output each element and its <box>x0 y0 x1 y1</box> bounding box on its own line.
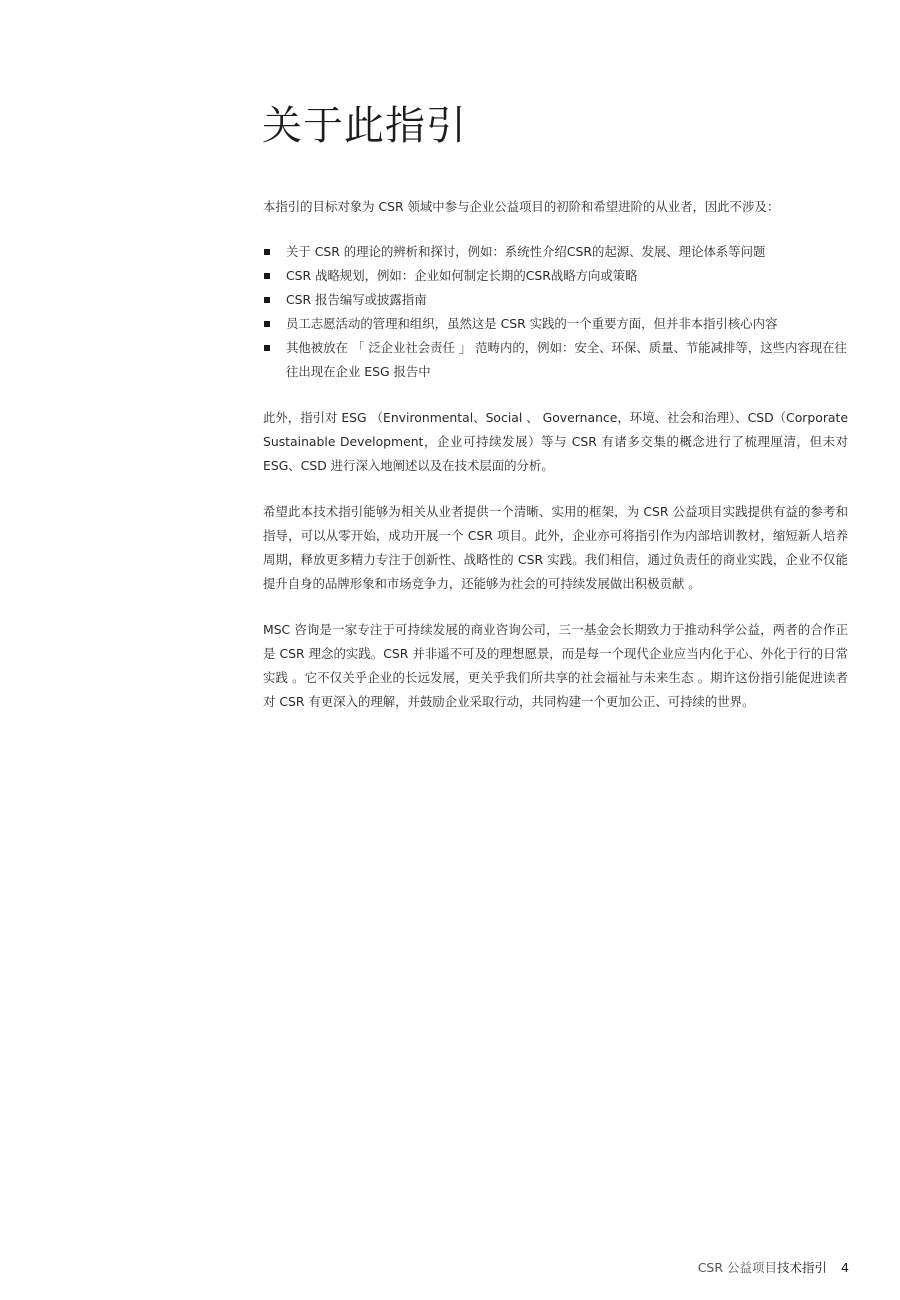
list-item <box>263 288 848 312</box>
bullet-square-icon <box>264 249 270 255</box>
list-item <box>263 336 848 384</box>
list-item-text: CSR 报告编写或披露指南 <box>286 292 427 307</box>
body-paragraph: MSC 咨询是一家专注于可持续发展的商业咨询公司，三一基金会长期致力于推动科学公益，两者的合作正是 CSR 理念的实践。CSR 并非遥不可及的理想愿景，而是每一个现代企业应当内化于心、外化于行的日常实践 。它不仅关乎企业的长远发展，更关乎我们所共享的社会福祉与未来生态 。期许这份指引能促进读者对 CSR 有更深入的理解，并鼓励企业采取行动，共同构建一个更加公正、可持续的世界。 <box>263 622 848 709</box>
page-number: 4 <box>841 1260 849 1275</box>
exclusion-list <box>263 240 848 384</box>
intro-paragraph: 本指引的目标对象为 CSR 领域中参与企业公益项目的初阶和希望进阶的从业者，因此不涉及： <box>263 199 780 214</box>
footer-title-emphasis: 技术指引 <box>777 1260 828 1275</box>
list-item <box>263 312 848 336</box>
page-title: 关于此指引 <box>262 103 467 149</box>
bullet-square-icon <box>264 297 270 303</box>
bullet-square-icon <box>264 321 270 327</box>
bullet-square-icon <box>264 345 270 351</box>
list-item-text: 员工志愿活动的管理和组织，虽然这是 CSR 实践的一个重要方面，但并非本指引核心内容 <box>286 316 778 331</box>
list-item-text: 其他被放在 「 泛企业社会责任 」 范畴内的，例如：安全、环保、质量、节能减排等，这些内容现在往往出现在企业 ESG 报告中 <box>286 340 847 379</box>
list-item-text: 关于 CSR 的理论的辨析和探讨，例如：系统性介绍CSR的起源、发展、理论体系等问题 <box>286 244 766 259</box>
list-item-text: CSR 战略规划，例如：企业如何制定长期的CSR战略方向或策略 <box>286 268 638 283</box>
bullet-square-icon <box>264 273 270 279</box>
footer-title-prefix: CSR 公益项目 <box>697 1260 778 1275</box>
list-item <box>263 240 848 264</box>
main-content <box>263 196 848 736</box>
body-paragraph: 此外，指引对 ESG （Environmental、Social 、 Governance，环境、社会和治理）、CSD（Corporate Sustainable Development，企业可持续发展）等与 CSR 有诸多交集的概念进行了梳理厘清，但未对 ESG、CSD 进行深入地阐述以及在技术层面的分析。 <box>263 410 848 473</box>
page-footer <box>698 1259 849 1277</box>
list-item <box>263 264 848 288</box>
body-paragraph: 希望此本技术指引能够为相关从业者提供一个清晰、实用的框架，为 CSR 公益项目实践提供有益的参考和指导，可以从零开始，成功开展一个 CSR 项目。此外，企业亦可将指引作为内部培训教材，缩短新人培养周期，释放更多精力专注于创新性、战略性的 CSR 实践。我们相信，通过负责任的商业实践，企业不仅能提升自身的品牌形象和市场竞争力，还能够为社会的可持续发展做出积极贡献 。 <box>263 504 848 591</box>
